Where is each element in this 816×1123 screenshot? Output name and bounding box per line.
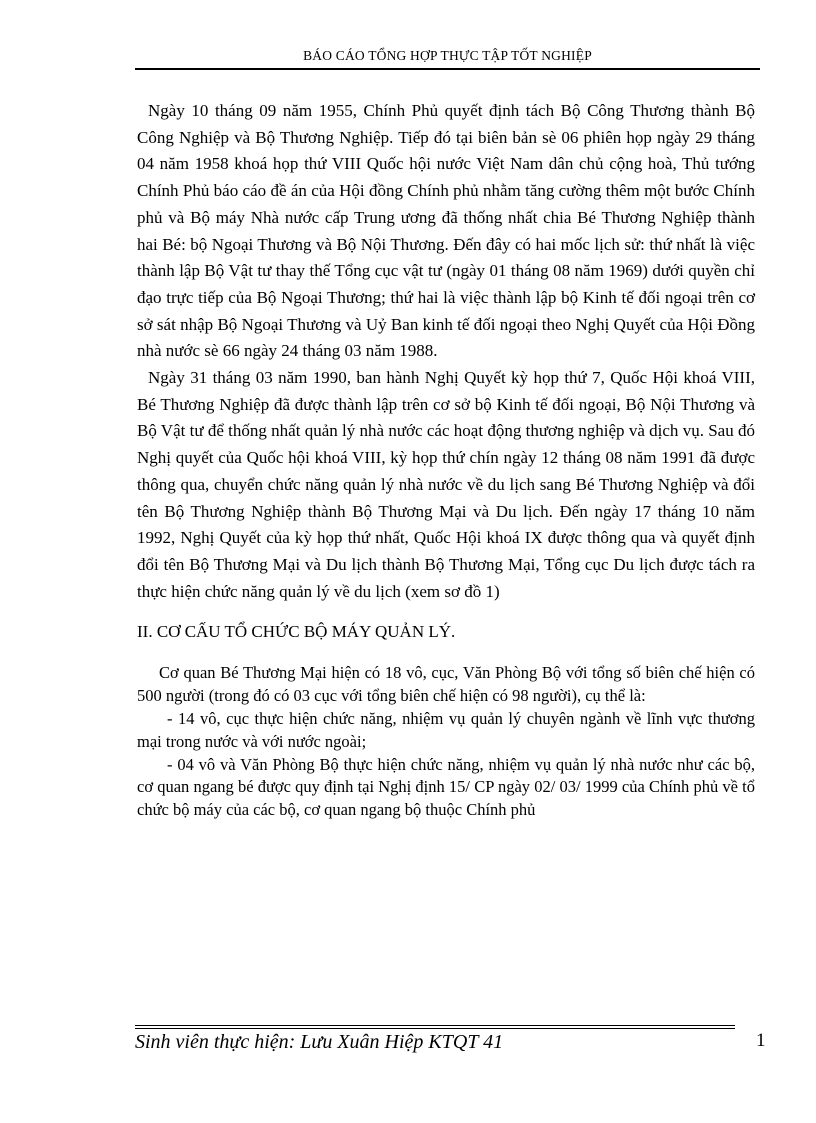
footer-author: Sinh viên thực hiện: Lưu Xuân Hiệp KTQT 41 [135,1031,504,1053]
footer-rule [135,1025,735,1029]
list-item-departments-14: - 14 vô, cục thực hiện chức năng, nhiệm vụ quản lý chuyên ngành về lĩnh vực thương mại trong nước và với nước ngoài; [137,708,755,751]
paragraph-structure-intro: Cơ quan Bé Thương Mại hiện có 18 vô, cục, Văn Phòng Bộ với tổng số biên chế hiện có 500 người (trong đó có 03 cục với tổng biên chế hiện có 98 người), cụ thể là: [137,663,755,706]
paragraph-history-1: Ngày 10 tháng 09 năm 1955, Chính Phủ quyết định tách Bộ Công Thương thành Bộ Công Nghiệp và Bộ Thương Nghiệp. Tiếp đó tại biên bản sè 06 phiên họp ngày 29 tháng 04 năm 1958 khoá họp thứ VIII Quốc hội nước Việt Nam dân chủ cộng hoà, Thủ tướng Chính Phủ báo cáo đề án của Hội đồng Chính phủ nhằm tăng cường thêm một bước Chính phủ và Bộ máy Nhà nước cấp Trung ương đã thống nhất chia Bé Thương Nghiệp thành hai Bé: bộ Ngoại Thương và Bộ Nội Thương. Đến đây có hai mốc lịch sử: thứ nhất là việc thành lập Bộ Vật tư thay thế Tổng cục vật tư (ngày 01 tháng 08 năm 1969) dưới quyền chỉ đạo trực tiếp của Bộ Ngoại Thương; thứ hai là việc thành lập bộ Kinh tế đối ngoại trên cơ sở sát nhập Bộ Ngoại Thương và Uỷ Ban kinh tế đối ngoại theo Nghị Quyết của Hội Đồng nhà nước sè 66 ngày 24 tháng 03 năm 1988. [137,101,755,361]
running-header: BÁO CÁO TỔNG HỢP THỰC TẬP TỐT NGHIỆP [303,48,592,63]
section-heading: II. CƠ CẤU TỔ CHỨC BỘ MÁY QUẢN LÝ. [137,622,456,642]
page-number: 1 [756,1030,766,1051]
header-rule [135,68,760,70]
document-body [137,98,755,822]
list-item-departments-04: - 04 vô và Văn Phòng Bộ thực hiện chức năng, nhiệm vụ quản lý nhà nước như các bộ, cơ quan ngang bé được quy định tại Nghị định 15/ CP ngày 02/ 03/ 1999 của Chính phủ về tổ chức bộ máy của các bộ, cơ quan ngang bộ thuộc Chính phủ [137,754,755,820]
paragraph-history-2: Ngày 31 tháng 03 năm 1990, ban hành Nghị Quyết kỳ họp thứ 7, Quốc Hội khoá VIII, Bé Thương Nghiệp đã được thành lập trên cơ sở bộ Kinh tế đối ngoại, Bộ Nội Thương và Bộ Vật tư để thống nhất quản lý nhà nước các hoạt động thương nghiệp và dịch vụ. Sau đó Nghị quyết của Quốc hội khoá VIII, kỳ họp thứ chín ngày 12 tháng 08 năm 1991 đã được thông qua, chuyển chức năng quản lý nhà nước về du lịch sang Bé Thương Nghiệp và đổi tên Bộ Thương Nghiệp thành Bộ Thương Mại và Du lịch. Đến ngày 17 tháng 10 năm 1992, Nghị Quyết của kỳ họp thứ nhất, Quốc Hội khoá IX được thông qua và quyết định đổi tên Bộ Thương Mại và Du lịch thành Bộ Thương Mại, Tổng cục Du lịch được tách ra thực hiện chức năng quản lý về du lịch (xem sơ đồ 1) [137,368,755,601]
